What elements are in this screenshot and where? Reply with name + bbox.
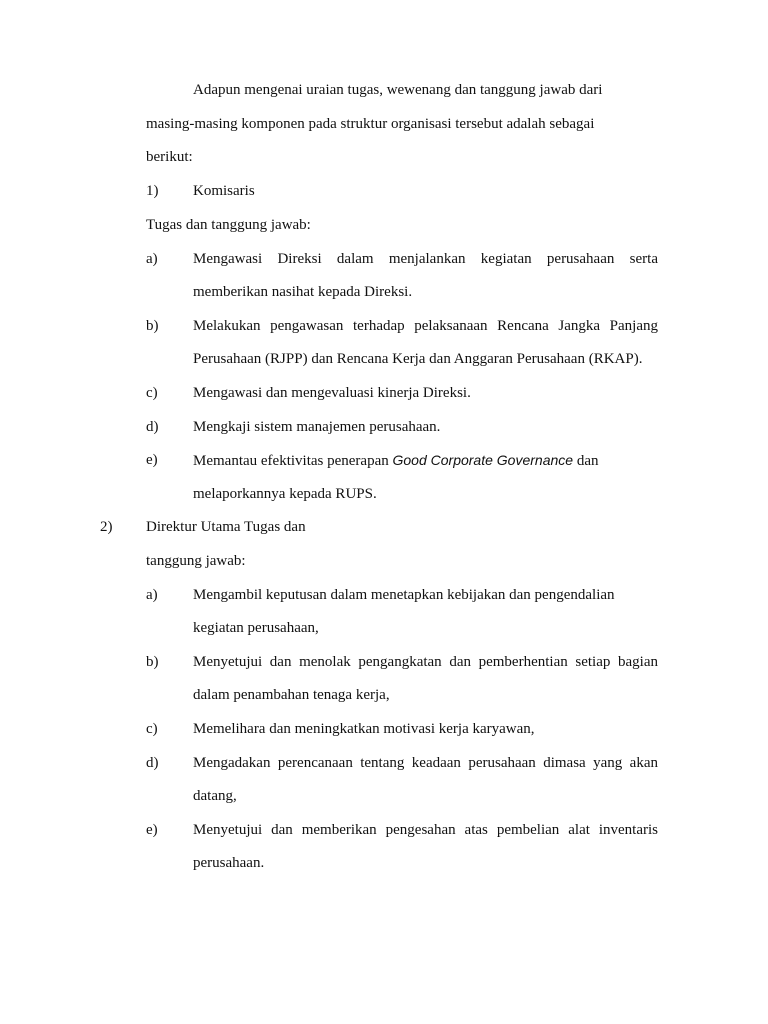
section2-subheading: tanggung jawab: (146, 553, 246, 569)
list-marker: a) (146, 587, 158, 603)
list-item-text: kegiatan perusahaan, (193, 620, 319, 636)
list-item-text: memberikan nasihat kepada Direksi. (193, 284, 413, 300)
intro-line-1: Adapun mengenai uraian tugas, wewenang dan tanggung jawab dari (193, 82, 603, 98)
list-item-text: melaporkannya kepada RUPS. (193, 486, 377, 502)
list-item-text-pre: Memantau efektivitas penerapan (193, 453, 393, 469)
list-marker: d) (146, 419, 159, 435)
list-item-text: Perusahaan (RJPP) dan Rencana Kerja dan Anggaran Perusahaan (RKAP). (193, 351, 643, 367)
list-item-text: dalam penambahan tenaga kerja, (193, 687, 390, 703)
list-marker: a) (146, 251, 158, 267)
list-item-text: Mengkaji sistem manajemen perusahaan. (193, 419, 441, 435)
list-item-text: perusahaan. (193, 855, 265, 871)
intro-line-2: masing-masing komponen pada struktur organisasi tersebut adalah sebagai (146, 116, 595, 132)
list-marker: b) (146, 654, 159, 670)
list-item-text (193, 451, 598, 470)
section2-title: Direktur Utama Tugas dan (146, 519, 306, 535)
list-item-text: Mengambil keputusan dalam menetapkan kebijakan dan pengendalian (193, 587, 615, 603)
list-item-text: Mengadakan perencanaan tentang keadaan perusahaan dimasa yang akan (193, 755, 658, 771)
section2-number: 2) (100, 519, 113, 535)
list-item-text: Melakukan pengawasan terhadap pelaksanaan Rencana Jangka Panjang (193, 318, 658, 334)
italic-term: Good Corporate Governance (392, 452, 574, 468)
list-item-text: Mengawasi dan mengevaluasi kinerja Direksi. (193, 385, 471, 401)
list-marker: c) (146, 721, 158, 737)
list-marker: c) (146, 385, 158, 401)
list-item-text: Memelihara dan meningkatkan motivasi kerja karyawan, (193, 721, 535, 737)
section1-subheading: Tugas dan tanggung jawab: (146, 217, 311, 233)
intro-line-3: berikut: (146, 149, 193, 165)
list-marker: b) (146, 318, 159, 334)
list-item-text: Menyetujui dan memberikan pengesahan atas pembelian alat inventaris (193, 822, 658, 838)
list-item-text: Mengawasi Direksi dalam menjalankan kegiatan perusahaan serta (193, 251, 658, 267)
list-item-text-post: dan (573, 453, 599, 469)
section1-number: 1) (146, 183, 159, 199)
list-item-text: datang, (193, 788, 237, 804)
list-marker: e) (146, 822, 158, 838)
list-marker: d) (146, 755, 159, 771)
section1-title: Komisaris (193, 183, 255, 199)
list-marker: e) (146, 452, 158, 468)
list-item-text: Menyetujui dan menolak pengangkatan dan pemberhentian setiap bagian (193, 654, 658, 670)
